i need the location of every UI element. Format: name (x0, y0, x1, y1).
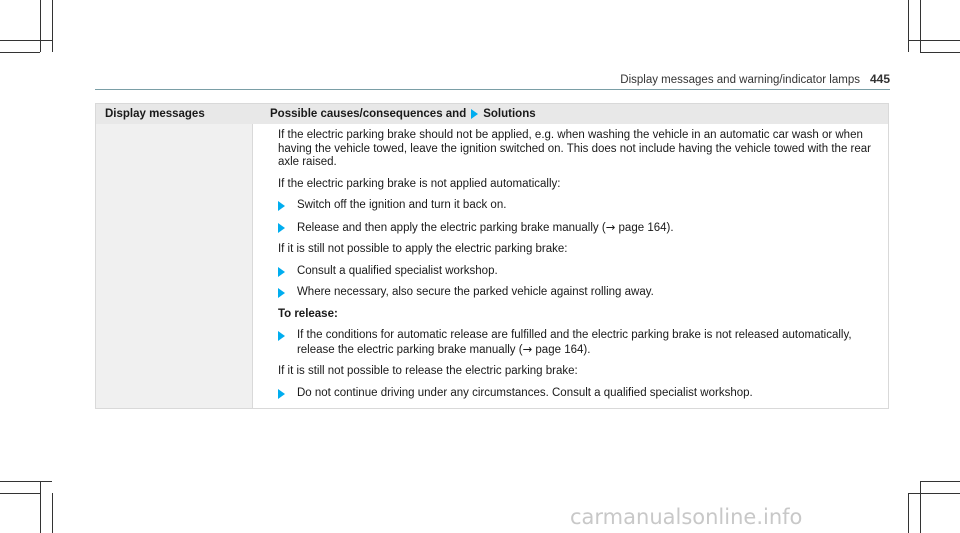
solution-arrow-icon (471, 109, 478, 119)
col-header-display-messages: Display messages (105, 108, 205, 120)
step-item (278, 199, 880, 213)
messages-table (95, 103, 889, 409)
step-arrow-icon (278, 389, 285, 399)
page-reference[interactable]: page 164). (615, 221, 674, 234)
step-text: Switch off the ignition and turn it back on. (296, 199, 507, 211)
solutions-cell (253, 124, 888, 408)
step-item (278, 329, 880, 357)
col-header-causes-label: Possible causes/consequences and (270, 108, 467, 120)
crop-mark (920, 0, 921, 52)
page-ref-arrow-icon: → (605, 219, 616, 234)
crop-mark (908, 493, 960, 494)
crop-mark (0, 481, 52, 482)
header-rule (95, 89, 890, 90)
col-header-causes (270, 108, 536, 120)
step-text (297, 221, 674, 236)
table-row (96, 124, 888, 408)
release-heading: To release: (277, 307, 338, 320)
crop-mark (52, 0, 53, 52)
crop-mark (0, 40, 52, 41)
table-header (96, 104, 888, 124)
step-arrow-icon (278, 223, 285, 233)
condition-paragraph: If it is still not possible to release the electric parking brake: (277, 365, 578, 377)
step-item (278, 221, 880, 236)
crop-mark (908, 40, 960, 41)
step-text-body: Release and then apply the electric parking brake manually ( (296, 221, 606, 234)
crop-mark (0, 493, 40, 494)
page-header (0, 72, 890, 86)
step-text (297, 329, 880, 357)
crop-mark (920, 481, 921, 533)
crop-mark (52, 493, 53, 533)
step-text-body: If the conditions for automatic release are fulfilled and the electric parking brake is not released automatically, release the electric parking brake manually ( (296, 329, 852, 356)
crop-mark (0, 52, 40, 53)
crop-mark (40, 0, 41, 52)
intro-paragraph: If the electric parking brake should not be applied, e.g. when washing the vehicle in an automatic car wash or when having the vehicle towed, leave the ignition switched on. This does not include having the vehicle towed with the rear axle raised. (277, 129, 871, 168)
step-text: Consult a qualified specialist workshop. (296, 264, 498, 277)
crop-mark (40, 481, 41, 533)
step-item (278, 286, 880, 300)
page-number: 445 (869, 72, 890, 86)
step-text: Where necessary, also secure the parked vehicle against rolling away. (296, 286, 654, 298)
page-ref-arrow-icon: → (522, 341, 533, 356)
crop-mark (920, 481, 960, 482)
page-reference[interactable]: page 164). (532, 343, 591, 356)
step-item (278, 387, 880, 401)
watermark: carmanualsonline.info (570, 505, 803, 529)
crop-mark (908, 0, 909, 52)
display-message-cell (96, 124, 253, 408)
crop-mark (908, 493, 909, 533)
crop-mark (920, 52, 960, 53)
step-arrow-icon (278, 267, 285, 277)
step-item (278, 265, 880, 279)
col-header-solutions-label: Solutions (483, 108, 536, 120)
condition-paragraph: If it is still not possible to apply the electric parking brake: (277, 243, 568, 255)
step-arrow-icon (278, 288, 285, 298)
step-arrow-icon (278, 331, 285, 341)
header-title: Display messages and warning/indicator lamps (620, 74, 860, 86)
step-arrow-icon (278, 201, 285, 211)
condition-paragraph: If the electric parking brake is not applied automatically: (277, 177, 561, 190)
step-text: Do not continue driving under any circumstances. Consult a qualified specialist workshop. (296, 386, 753, 399)
